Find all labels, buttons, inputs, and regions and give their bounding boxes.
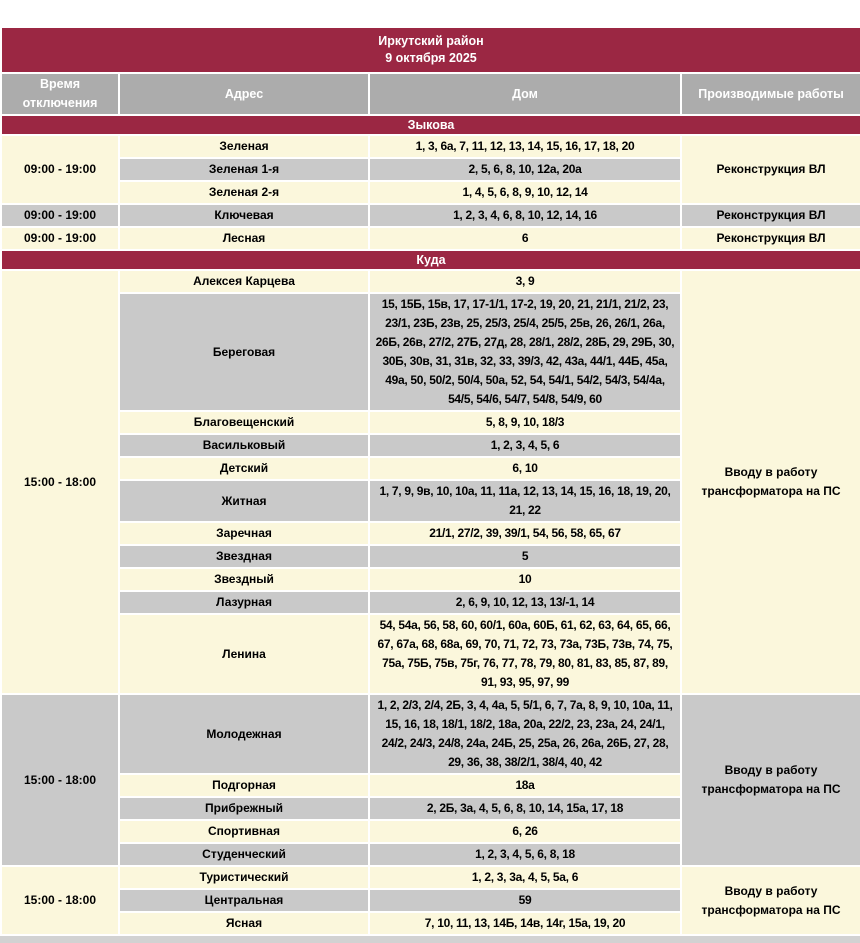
street-cell: Прибрежный (119, 797, 369, 820)
houses-cell: 10 (369, 568, 681, 591)
houses-cell: 3, 9 (369, 270, 681, 293)
works-cell: Реконструкция ВЛ (681, 135, 860, 204)
street-cell: Туристический (119, 866, 369, 889)
street-cell: Зеленая 2-я (119, 181, 369, 204)
houses-cell: 1, 4, 5, 6, 8, 9, 10, 12, 14 (369, 181, 681, 204)
houses-cell: 6, 26 (369, 820, 681, 843)
street-cell: Студенческий (119, 843, 369, 866)
street-cell: Ключевая (119, 204, 369, 227)
houses-cell: 1, 2, 3, 4, 5, 6, 8, 18 (369, 843, 681, 866)
houses-cell: 1, 7, 9, 9в, 10, 10а, 11, 11а, 12, 13, 14, 15, 16, 18, 19, 20, 21, 22 (369, 480, 681, 522)
title-row (1, 27, 860, 73)
street-cell: Заречная (119, 522, 369, 545)
works-cell: Вводу в работу трансформатора на ПС (681, 866, 860, 935)
houses-cell: 18а (369, 774, 681, 797)
works-cell: Вводу в работу трансформатора на ПС (681, 270, 860, 694)
houses-cell: 5 (369, 545, 681, 568)
street-cell: Детский (119, 457, 369, 480)
houses-cell: 6 (369, 227, 681, 250)
street-cell: Центральная (119, 889, 369, 912)
table-row (1, 694, 860, 774)
time-cell: 15:00 - 18:00 (1, 866, 119, 935)
houses-cell: 2, 6, 9, 10, 12, 13, 13/-1, 14 (369, 591, 681, 614)
time-cell: 09:00 - 19:00 (1, 204, 119, 227)
street-cell: Спортивная (119, 820, 369, 843)
street-cell: Житная (119, 480, 369, 522)
street-cell: Лазурная (119, 591, 369, 614)
section-header-zykova: Зыкова (1, 115, 860, 135)
street-cell: Лесная (119, 227, 369, 250)
houses-cell: 6, 10 (369, 457, 681, 480)
date-title: 9 октября 2025 (385, 51, 477, 65)
street-cell: Благовещенский (119, 411, 369, 434)
column-header-house: Дом (369, 73, 681, 115)
table-bottom-strip (0, 936, 860, 943)
column-header-works: Производимые работы (681, 73, 860, 115)
time-cell: 09:00 - 19:00 (1, 135, 119, 204)
houses-cell: 59 (369, 889, 681, 912)
time-cell: 09:00 - 19:00 (1, 227, 119, 250)
street-cell: Звездная (119, 545, 369, 568)
works-cell: Вводу в работу трансформатора на ПС (681, 694, 860, 866)
street-cell: Звездный (119, 568, 369, 591)
houses-cell: 5, 8, 9, 10, 18/3 (369, 411, 681, 434)
street-cell: Береговая (119, 293, 369, 411)
outage-schedule-table (0, 26, 860, 936)
table-title (1, 27, 860, 73)
street-cell: Молодежная (119, 694, 369, 774)
houses-cell: 54, 54а, 56, 58, 60, 60/1, 60а, 60Б, 61, 62, 63, 64, 65, 66, 67, 67а, 68, 68а, 69, 70, 71, 72, 73, 73а, 73Б, 73в, 74, 75, 75а, 75Б, 75в, 75г, 76, 77, 78, 79, 80, 81, 83, 85, 87, 89, 91, 93, 95, 97, 99 (369, 614, 681, 694)
houses-cell: 1, 2, 2/3, 2/4, 2Б, 3, 4, 4а, 5, 5/1, 6, 7, 7а, 8, 9, 10, 10а, 11, 15, 16, 18, 18/1, 18/2, 18а, 20а, 22/2, 23, 23а, 24, 24/1, 24/2, 24/3, 24/8, 24а, 24Б, 25, 25а, 26, 26а, 26Б, 27, 28, 29, 36, 38, 38/2/1, 38/4, 40, 42 (369, 694, 681, 774)
table-row (1, 135, 860, 158)
section-header-kuda: Куда (1, 250, 860, 270)
section-row (1, 115, 860, 135)
time-cell: 15:00 - 18:00 (1, 270, 119, 694)
houses-cell: 2, 5, 6, 8, 10, 12а, 20а (369, 158, 681, 181)
table-row (1, 270, 860, 293)
region-title: Иркутский район (378, 34, 484, 48)
street-cell: Васильковый (119, 434, 369, 457)
houses-cell: 1, 3, 6а, 7, 11, 12, 13, 14, 15, 16, 17, 18, 20 (369, 135, 681, 158)
table-row (1, 866, 860, 889)
street-cell: Зеленая (119, 135, 369, 158)
houses-cell: 21/1, 27/2, 39, 39/1, 54, 56, 58, 65, 67 (369, 522, 681, 545)
houses-cell: 7, 10, 11, 13, 14Б, 14в, 14г, 15а, 19, 20 (369, 912, 681, 935)
table-row (1, 227, 860, 250)
street-cell: Ясная (119, 912, 369, 935)
column-header-row (1, 73, 860, 115)
houses-cell: 15, 15Б, 15в, 17, 17-1/1, 17-2, 19, 20, 21, 21/1, 21/2, 23, 23/1, 23Б, 23в, 25, 25/3, 25/4, 25/5, 25в, 26, 26/1, 26а, 26Б, 26в, 27/2, 27Б, 27д, 28, 28/1, 28/2, 28Б, 29, 29Б, 30, 30Б, 30в, 31, 31в, 32, 33, 39/3, 42, 43а, 44/1, 44Б, 45а, 49а, 50, 50/2, 50/4, 50а, 52, 54, 54/1, 54/2, 54/3, 54/4а, 54/5, 54/6, 54/7, 54/8, 54/9, 60 (369, 293, 681, 411)
column-header-time: Время отключения (1, 73, 119, 115)
street-cell: Алексея Карцева (119, 270, 369, 293)
street-cell: Подгорная (119, 774, 369, 797)
street-cell: Зеленая 1-я (119, 158, 369, 181)
table-row (1, 204, 860, 227)
houses-cell: 1, 2, 3, 4, 6, 8, 10, 12, 14, 16 (369, 204, 681, 227)
houses-cell: 1, 2, 3, 3а, 4, 5, 5а, 6 (369, 866, 681, 889)
works-cell: Реконструкция ВЛ (681, 227, 860, 250)
street-cell: Ленина (119, 614, 369, 694)
time-cell: 15:00 - 18:00 (1, 694, 119, 866)
houses-cell: 1, 2, 3, 4, 5, 6 (369, 434, 681, 457)
houses-cell: 2, 2Б, 3а, 4, 5, 6, 8, 10, 14, 15а, 17, 18 (369, 797, 681, 820)
works-cell: Реконструкция ВЛ (681, 204, 860, 227)
section-row (1, 250, 860, 270)
column-header-address: Адрес (119, 73, 369, 115)
